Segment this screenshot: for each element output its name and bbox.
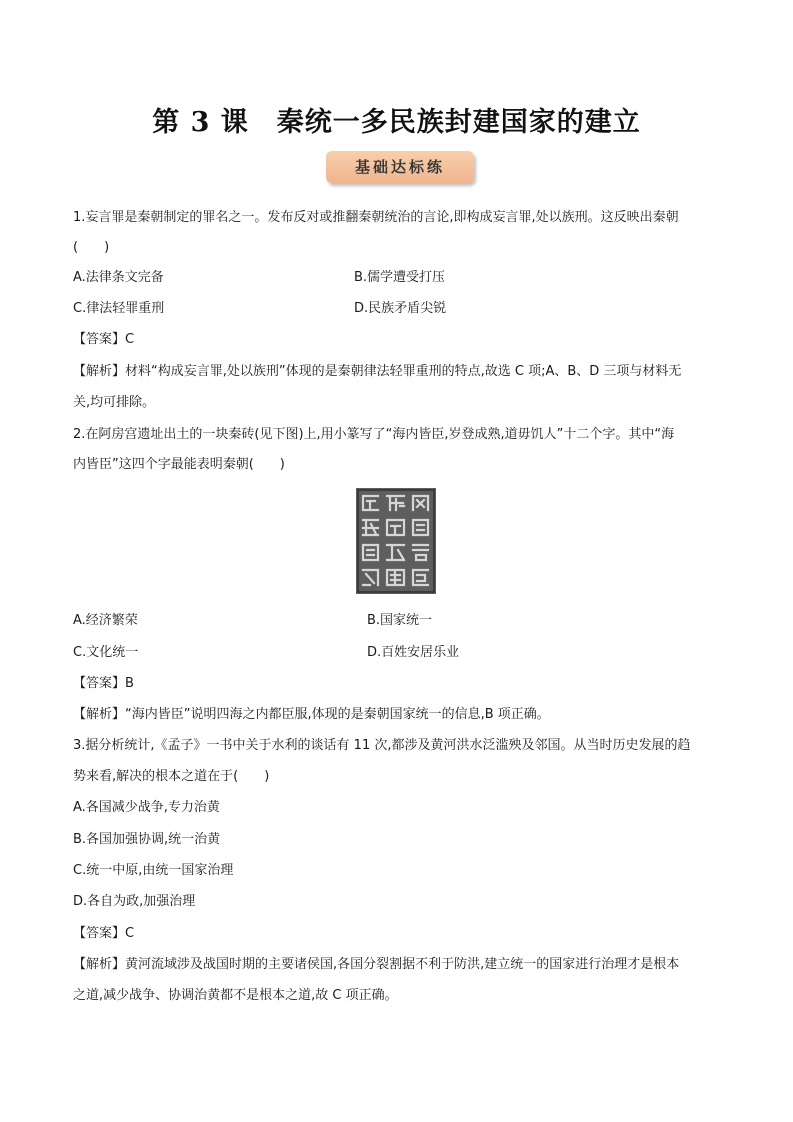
section-banner: 基础达标练 <box>326 151 474 183</box>
q3-option-d: D.各自为政,加强治理 <box>73 894 196 909</box>
q1-option-c: C.律法轻罪重刑 <box>73 301 165 316</box>
q1-stem-line1: 1.妄言罪是秦朝制定的罪名之一。发布反对或推翻秦朝统治的言论,即构成妄言罪,处以族刑。这反映出秦朝 <box>73 210 679 225</box>
q2-stem-line1: 2.在阿房宫遗址出土的一块秦砖(见下图)上,用小篆写了“海内皆臣,岁登成熟,道毋饥人”十二个字。其中“海 <box>73 427 675 442</box>
q3-stem-line1: 3.据分析统计,《孟子》一书中关于水利的谈话有 11 次,都涉及黄河洪水泛滥殃及邻国。从当时历史发展的趋 <box>73 738 691 753</box>
q2-analysis-line1: 【解析】“海内皆臣”说明四海之内都臣服,体现的是秦朝国家统一的信息,B 项正确。 <box>73 707 550 722</box>
q2-option-c: C.文化统一 <box>73 645 139 660</box>
q3-stem-line2: 势来看,解决的根本之道在于( ) <box>73 769 270 784</box>
q2-option-a: A.经济繁荣 <box>73 613 138 628</box>
q3-option-b: B.各国加强协调,统一治黄 <box>73 832 221 847</box>
q3-analysis-line1: 【解析】黄河流域涉及战国时期的主要诸侯国,各国分裂割据不利于防洪,建立统一的国家进行治理才是根本 <box>73 957 680 972</box>
page-title: 第 3 课 秦统一多民族封建国家的建立 <box>152 107 641 138</box>
q1-option-a: A.法律条文完备 <box>73 270 164 285</box>
q3-option-a: A.各国减少战争,专力治黄 <box>73 800 220 815</box>
q1-stem-line2: ( ) <box>73 240 110 255</box>
q1-analysis-line1: 【解析】材料“构成妄言罪,处以族刑”体现的是秦朝律法轻罪重刑的特点,故选 C 项;A、B、D 三项与材料无 <box>73 364 682 379</box>
q3-option-c: C.统一中原,由统一国家治理 <box>73 863 234 878</box>
q1-option-b: B.儒学遭受打压 <box>354 270 446 285</box>
q1-analysis-line2: 关,均可排除。 <box>73 395 156 410</box>
q3-answer: 【答案】C <box>73 926 135 941</box>
qin-brick-seal-image <box>356 488 436 594</box>
q1-option-d: D.民族矛盾尖锐 <box>354 301 447 316</box>
q2-stem-line2: 内皆臣”这四个字最能表明秦朝( ) <box>73 457 285 472</box>
q2-option-b: B.国家统一 <box>367 613 433 628</box>
q2-answer: 【答案】B <box>73 676 134 691</box>
q1-answer: 【答案】C <box>73 332 135 347</box>
q2-option-d: D.百姓安居乐业 <box>367 645 460 660</box>
q3-analysis-line2: 之道,减少战争、协调治黄都不是根本之道,故 C 项正确。 <box>73 988 398 1003</box>
